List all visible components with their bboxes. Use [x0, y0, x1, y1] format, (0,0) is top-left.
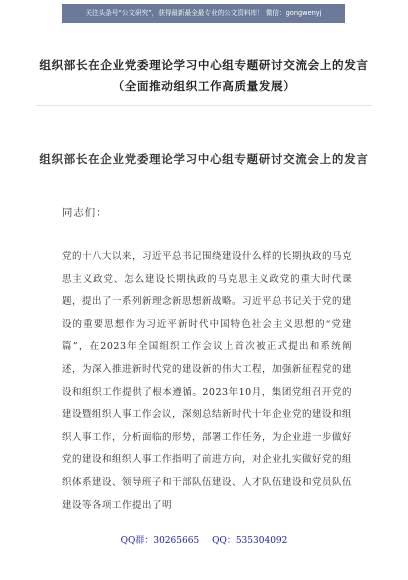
header-banner: 关注头条号“公文研究”，获得最新最全最专业的公文资料库！ 微信：gongwenyj — [62, 4, 345, 23]
salutation: 同志们： — [62, 207, 108, 219]
footer-qq-group: QQ群：30265665 — [120, 536, 200, 546]
document-subtitle: 组织部长在企业党委理论学习中心组专题研讨交流会上的发言 — [39, 152, 369, 166]
body-paragraph: 党的十八大以来，习近平总书记围绕建设什么样的长期执政的马克思主义政党、怎么建设长期执政的马克思主义政党的重大时代课题，提出了一系列新理念新思想新战略。习近平总书记关于党的建设的重要思想作为习近平新时代中国特色社会主义思想的“党建篇”，在2023年全国组织工作会议上首次被正式提出和系统阐述，为深入推进新时代党的建设新的伟大工程，加强新征程党的建设和组织工作提供了根本遵循。2023年10月，集团党组召开党的建设暨组织人事工作会议，深刻总结新时代十年企业党的建设和组织人事工作，分析面临的形势，部署工作任务，为企业进一步做好党的建设和组织人事工作指明了前进方向，对企业扎实做好党的组织体系建设、领导班子和干部队伍建设、人才队伍建设和党员队伍建设等各项工作提出了明 — [62, 251, 353, 511]
footer-contact — [0, 534, 408, 548]
footer-qq: QQ：535304092 — [212, 536, 288, 546]
title-divider — [36, 105, 372, 106]
document-title: 组织部长在企业党委理论学习中心组专题研讨交流会上的发言（全面推动组织工作高质量发展） — [39, 58, 369, 93]
document-body — [62, 246, 352, 517]
